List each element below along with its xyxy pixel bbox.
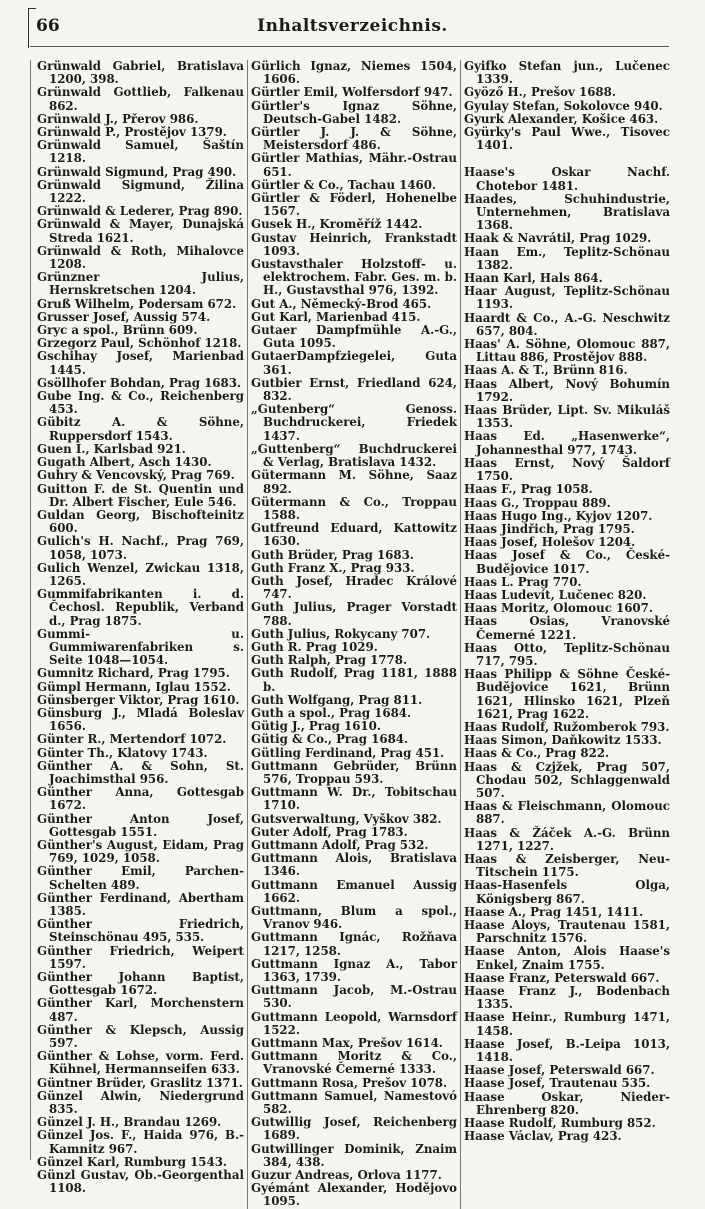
index-entry: Gürtler Mathias, Mähr.-Ostrau 651. [251, 151, 457, 179]
index-entry: Grusser Josef, Aussig 574. [37, 309, 211, 324]
index-entry: Haase's Oskar Nachf. Chotebor 1481. [464, 165, 670, 193]
index-entry: Guttmann Rosa, Prešov 1078. [251, 1075, 448, 1090]
index-entry: Grünwald & Lederer, Prag 890. [37, 204, 243, 219]
index-entry: Haas Ludevít, Lučenec 820. [464, 587, 647, 602]
index-entry: „Guttenberg“ Buchdruckerei & Verlag, Bratislava 1432. [251, 441, 457, 470]
index-entry: Grünwald Gottlieb, Falkenau 862. [37, 85, 244, 113]
index-entry: Guttmann Ignác, Rožňava 1217, 1258. [251, 930, 457, 958]
index-entry: Haas & Žáček A.-G. Brünn 1271, 1227. [464, 825, 670, 853]
section-gap [464, 152, 670, 166]
index-entry: Guen I., Karlsbad 921. [37, 441, 186, 456]
index-entry: Haan Em., Teplitz-Schönau 1382. [464, 244, 670, 272]
index-entry: Grünwald Samuel, Šaštín 1218. [37, 138, 244, 166]
index-entry: Guth Josef, Hradec Králové 747. [251, 573, 457, 602]
index-entry: Günther Anton Josef, Gottesgab 1551. [37, 811, 244, 839]
index-entry: Guhry & Vencovský, Prag 769. [37, 468, 235, 483]
index-entry: Haas Josef & Co., České-Budějovice 1017. [464, 548, 670, 576]
index-entry: Guttmann, Blum a spol., Vranov 946. [251, 904, 457, 932]
index-entry: Gürtler's Ignaz Söhne, Deutsch-Gabel 1482. [251, 98, 457, 126]
index-entry: Haase Rudolf, Rumburg 852. [464, 1116, 656, 1131]
index-entry: Haas F., Prag 1058. [464, 482, 593, 497]
index-entry: Gugath Albert, Asch 1430. [37, 455, 212, 470]
index-entry: Haas Philipp & Söhne České-Budějovice 1621, Brünn 1621, Hlinsko 1621, Plzeň 1621, Prag 1622. [464, 667, 670, 721]
index-entry: Gustavsthaler Holzstoff- u. elektrochem. Fabr. Ges. m. b. H., Gustavsthal 976, 1392. [251, 257, 457, 298]
index-entry: Guth R. Prag 1029. [251, 639, 378, 654]
index-entry: Guth Ralph, Prag 1778. [251, 653, 408, 668]
index-entry: Guttmann Emanuel Aussig 1662. [251, 877, 457, 905]
index-entry: Gyurk Alexander, Košice 463. [464, 111, 659, 126]
index-entry: Haas G., Troppau 889. [464, 495, 611, 510]
index-column-3 [460, 60, 673, 1209]
index-entry: Grünwald P., Prostějov 1379. [37, 125, 227, 140]
index-entry: Guttmann W. Dr., Tobitschau 1710. [251, 785, 457, 813]
index-entry: Günther Ferdinand, Abertham 1385. [37, 890, 244, 918]
index-entry: Gutaer Dampfmühle A.-G., Guta 1095. [251, 323, 457, 351]
index-entry: Gürtler & Co., Tachau 1460. [251, 177, 437, 192]
index-entry: Haas & Co., Prag 822. [464, 746, 610, 761]
index-entry: GutaerDampfziegelei, Guta 361. [251, 349, 457, 377]
index-entry: Gürtler Emil, Wolfersdorf 947. [251, 85, 453, 100]
index-entry: Günther & Klepsch, Aussig 597. [37, 1022, 244, 1051]
index-entry: Haas & Fleischmann, Olomouc 887. [464, 799, 670, 827]
index-entry: Haas Albert, Nový Bohumín 1792. [464, 376, 670, 404]
index-entry: Haas Rudolf, Ružomberok 793. [464, 719, 670, 734]
index-entry: Guth a spol., Prag 1684. [251, 705, 412, 720]
index-entry: Günther Johann Baptist, Gottesgab 1672. [37, 970, 244, 998]
index-entry: Haase Franz J., Bodenbach 1335. [464, 984, 670, 1012]
index-entry: Grünzner Julius, Hernskretschen 1204. [37, 270, 244, 298]
index-entry: Haase Václav, Prag 423. [464, 1129, 622, 1144]
index-entry: Gulich Wenzel, Zwickau 1318, 1265. [37, 560, 244, 588]
index-entry: Haase Franz, Peterswald 667. [464, 970, 660, 985]
index-entry: Grünwald Sigmund, Prag 490. [37, 164, 237, 179]
index-entry: Guth Julius, Prager Vorstadt 788. [251, 600, 457, 628]
index-entry: Haas Josef, Holešov 1204. [464, 535, 636, 550]
index-entry: „Gutenberg“ Genoss. Buchdruckerei, Friedek 1437. [251, 402, 457, 443]
index-entry: Haase Aloys, Trautenau 1581, Parschnitz 1576. [464, 918, 670, 946]
index-entry: Gsöllhofer Bohdan, Prag 1683. [37, 375, 242, 390]
index-entry: Haas Simon, Daňkowitz 1533. [464, 733, 662, 748]
index-entry: Haase Anton, Alois Haase's Enkel, Znaim 1755. [464, 944, 670, 972]
index-entry: Günter R., Mertendorf 1072. [37, 732, 227, 747]
index-entry: Günzel Jos. F., Haida 976, B.-Kamnitz 967. [37, 1128, 244, 1156]
index-entry: Gusek H., Kroměříž 1442. [251, 217, 423, 232]
index-entry: Haan Karl, Hals 864. [464, 271, 603, 286]
index-entry: Grünwald Gabriel, Bratislava 1200, 398. [37, 59, 244, 87]
index-column-1 [34, 60, 247, 1209]
index-entry: Haas & Zeisberger, Neu-Titschein 1175. [464, 851, 670, 880]
index-entry: Gütling Ferdinand, Prag 451. [251, 745, 445, 760]
index-entry: Gut A., Německý-Brod 465. [251, 296, 432, 311]
index-entry: Gutbier Ernst, Friedland 624, 832. [251, 375, 457, 404]
index-entry: Gyöző H., Prešov 1688. [464, 85, 616, 100]
page-title: Inhaltsverzeichnis. [257, 16, 448, 36]
index-entry: Haas Hugo Ing., Kyjov 1207. [464, 508, 653, 523]
index-entry: Haas Moritz, Olomouc 1607. [464, 601, 653, 616]
corner-mark-top [28, 8, 36, 9]
index-entry: Gutwillig Josef, Reichenberg 1689. [251, 1115, 457, 1143]
index-entry: Haase Heinr., Rumburg 1471, 1458. [464, 1010, 670, 1038]
index-entry: Guter Adolf, Prag 1783. [251, 824, 408, 839]
index-entry: Gruß Wilhelm, Podersam 672. [37, 296, 237, 311]
index-entry: Guth Rudolf, Prag 1181, 1888 b. [251, 666, 457, 694]
index-entry: Gürlich Ignaz, Niemes 1504, 1606. [251, 59, 457, 87]
index-entry: Haas L. Prag 770. [464, 574, 582, 589]
index-entry: Haas Ed. „Hasenwerke“, Johannesthal 977, 1743. [464, 429, 670, 457]
index-entry: Haas & Czjžek, Prag 507, Chodau 502, Schlaggenwald 507. [464, 759, 670, 800]
index-entry: Guttmann Jacob, M.-Ostrau 530. [251, 983, 457, 1011]
index-entry: Gyémánt Alexander, Hodějovo 1095. [251, 1181, 457, 1209]
index-entry: Grünwald & Mayer, Dunajská Streda 1621. [37, 217, 244, 245]
index-entry: Gyulay Stefan, Sokolovce 940. [464, 98, 663, 113]
index-entry: Guth Franz X., Prag 933. [251, 560, 415, 575]
index-entry: Grünwald & Roth, Mihalovce 1208. [37, 243, 244, 272]
page-number: 66 [36, 16, 60, 36]
index-entry: Güntner Brüder, Graslitz 1371. [37, 1075, 243, 1090]
index-entry: Guttmann Adolf, Prag 532. [251, 837, 429, 852]
index-entry: Günsburg J., Mladá Boleslav 1656. [37, 705, 244, 734]
index-entry: Gutwillinger Dominik, Znaim 384, 438. [251, 1141, 457, 1169]
index-columns [34, 60, 674, 1209]
index-entry: Günsberger Viktor, Prag 1610. [37, 692, 240, 707]
index-entry: Guttmann Moritz & Co., Vranovské Čemerné 1333. [251, 1049, 457, 1077]
index-entry: Gut Karl, Marienbad 415. [251, 309, 421, 324]
index-column-2 [247, 60, 460, 1209]
index-entry: Guttmann Leopold, Warnsdorf 1522. [251, 1009, 457, 1037]
index-entry: Gübitz A. & Söhne, Ruppersdorf 1543. [37, 415, 244, 443]
index-entry: Gummifabrikanten i. d. Čechosl. Republik, Verband d., Prag 1875. [37, 587, 244, 628]
index-entry: Haas' A. Söhne, Olomouc 887, Littau 886, Prostějov 888. [464, 337, 670, 365]
index-entry: Haades, Schuhindustrie, Unternehmen, Bratislava 1368. [464, 191, 670, 233]
index-entry: Grünwald J., Přerov 986. [37, 111, 199, 126]
index-entry: Haase Josef, Trautenau 535. [464, 1076, 651, 1091]
index-entry: Haas Brüder, Lipt. Sv. Mikuláš 1353. [464, 403, 670, 431]
index-entry: Günzel Alwin, Niedergrund 835. [37, 1088, 244, 1117]
index-entry: Guttmann Gebrüder, Brünn 576, Troppau 593. [251, 758, 457, 786]
index-entry: Haar August, Teplitz-Schönau 1193. [464, 284, 670, 312]
index-entry: Gutfreund Eduard, Kattowitz 1630. [251, 521, 457, 549]
index-entry: Haase Oskar, Nieder-Ehrenberg 820. [464, 1089, 670, 1117]
index-entry: Günzel Karl, Rumburg 1543. [37, 1154, 228, 1169]
index-entry: Haas A. & T., Brünn 816. [464, 363, 628, 378]
index-entry: Gube Ing. & Co., Reichenberg 453. [37, 389, 244, 417]
index-entry: Gutsverwaltung, Vyškov 382. [251, 811, 442, 826]
index-entry: Gürtler & Föderl, Hohenelbe 1567. [251, 191, 457, 219]
index-entry: Haase A., Prag 1451, 1411. [464, 904, 644, 919]
index-entry: Haase Josef, B.-Leipa 1013, 1418. [464, 1036, 670, 1065]
index-entry: Gschihay Josef, Marienbad 1445. [37, 349, 244, 377]
index-entry: Günther Karl, Morchenstern 487. [37, 996, 244, 1024]
index-entry: Günther Friedrich, Steinschönau 495, 535. [37, 917, 244, 945]
left-margin-rule [30, 60, 31, 1160]
index-entry: Gulich's H. Nachf., Prag 769, 1058, 1073. [37, 534, 244, 562]
index-entry: Günther's August, Eidam, Prag 769, 1029, 1058. [37, 837, 244, 866]
index-entry: Günther & Lohse, vorm. Ferd. Kühnel, Hermannseifen 633. [37, 1049, 244, 1077]
index-entry: Haas Osias, Vranovské Čemerné 1221. [464, 614, 670, 642]
index-entry: Gumnitz Richard, Prag 1795. [37, 666, 230, 681]
index-entry: Guttmann Samuel, Namestovó 582. [251, 1088, 457, 1117]
index-entry: Günther Friedrich, Weipert 1597. [37, 943, 244, 971]
index-entry: Gütig J., Prag 1610. [251, 719, 381, 734]
index-entry: Guth Brüder, Prag 1683. [251, 547, 414, 562]
index-entry: Günzel J. H., Brandau 1269. [37, 1115, 222, 1130]
index-entry: Günther A. & Sohn, St. Joachimsthal 956. [37, 758, 244, 786]
index-entry: Guitton F. de St. Quentin und Dr. Albert Fischer, Eule 546. [37, 481, 244, 509]
index-entry: Guzur Andreas, Orlova 1177. [251, 1168, 442, 1183]
index-entry: Haardt & Co., A.-G. Neschwitz 657, 804. [464, 310, 670, 338]
index-entry: Haak & Navrátil, Prag 1029. [464, 231, 652, 246]
index-entry: Gyürky's Paul Wwe., Tisovec 1401. [464, 125, 670, 153]
index-entry: Guttmann Max, Prešov 1614. [251, 1036, 443, 1051]
index-entry: Haas Otto, Teplitz-Schönau 717, 795. [464, 640, 670, 668]
index-entry: Gütig & Co., Prag 1684. [251, 732, 409, 747]
index-entry: Grzegorz Paul, Schönhof 1218. [37, 336, 242, 351]
index-entry: Haas Ernst, Nový Šaldorf 1750. [464, 455, 670, 484]
index-entry: Guldan Georg, Bischofteinitz 600. [37, 507, 244, 536]
index-entry: Guttmann Alois, Bratislava 1346. [251, 851, 457, 879]
index-entry: Gürtler J. J. & Söhne, Meistersdorf 486. [251, 125, 457, 153]
index-entry: Haas Jindřich, Prag 1795. [464, 521, 635, 536]
index-entry: Gryc a spol., Brünn 609. [37, 323, 198, 338]
index-entry: Günther Emil, Parchen-Schelten 489. [37, 864, 244, 892]
index-entry: Haase Josef, Peterswald 667. [464, 1063, 655, 1078]
index-entry: Gyifko Stefan jun., Lučenec 1339. [464, 59, 670, 87]
index-entry: Günter Th., Klatovy 1743. [37, 745, 208, 760]
index-entry: Günther Anna, Gottesgab 1672. [37, 785, 244, 813]
header-rule [30, 46, 669, 47]
index-entry: Guttmann Ignaz A., Tabor 1363, 1739. [251, 956, 457, 985]
index-entry: Günzl Gustav, Ob.-Georgenthal 1108. [37, 1168, 244, 1196]
index-entry: Gummi- u. Gummiwarenfabriken s. Seite 1048—1054. [37, 626, 244, 668]
index-entry: Gustav Heinrich, Frankstadt 1093. [251, 230, 457, 258]
index-entry: Gütermann & Co., Troppau 1588. [251, 494, 457, 522]
index-entry: Haas-Hasenfels Olga, Königsberg 867. [464, 878, 670, 906]
index-entry: Gümpl Hermann, Iglau 1552. [37, 679, 231, 694]
index-entry: Guth Wolfgang, Prag 811. [251, 692, 423, 707]
index-entry: Gütermann M. Söhne, Saaz 892. [251, 468, 457, 496]
index-entry: Grünwald Sigmund, Žilina 1222. [37, 177, 244, 206]
index-entry: Guth Julius, Rokycany 707. [251, 626, 431, 641]
